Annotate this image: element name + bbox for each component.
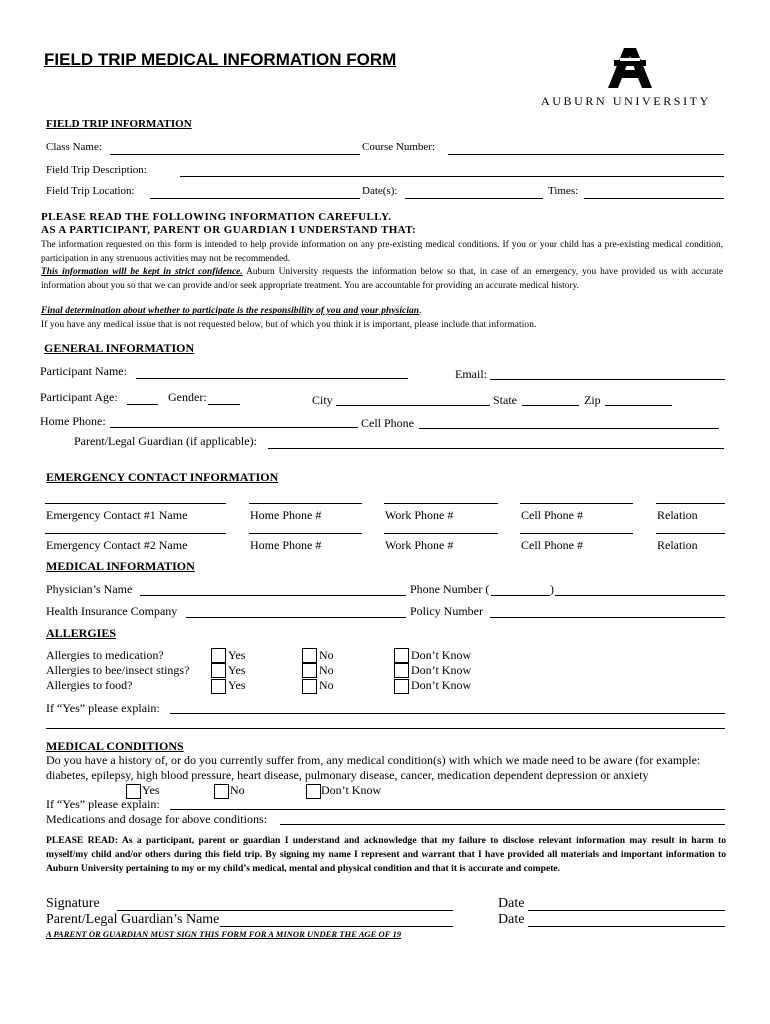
page-title: FIELD TRIP MEDICAL INFORMATION FORM (44, 50, 397, 69)
field-trip-heading: FIELD TRIP INFORMATION (46, 118, 192, 130)
allergy-medication-label: Allergies to medication? (46, 648, 164, 662)
notice-paragraph-3 (41, 306, 422, 316)
emergency-contact-2-label: Emergency Contact #2 Name (46, 538, 188, 552)
allergy-food-dont-know-checkbox[interactable] (394, 679, 409, 694)
allergy-medication-yes-label: Yes (228, 648, 246, 662)
allergy-explain-field-2[interactable] (46, 728, 725, 729)
age-field[interactable] (127, 404, 158, 405)
home-phone-field[interactable] (110, 427, 358, 428)
emergency-contact-1-label: Emergency Contact #1 Name (46, 508, 188, 522)
allergy-explain-field[interactable] (170, 713, 725, 714)
emergency-contact-1-relation-label: Relation (657, 508, 698, 522)
emergency-contact-2-work-label: Work Phone # (385, 538, 454, 552)
allergy-medication-no-checkbox[interactable] (302, 648, 317, 663)
times-field[interactable] (584, 198, 724, 199)
emergency-contact-1-home-field[interactable] (249, 503, 362, 504)
allergy-food-label: Allergies to food? (46, 678, 133, 692)
email-label: Email: (455, 367, 487, 381)
notice-paragraph-4: If you have any medical issue that is not requested below, but of which you think it is important, please include that information. (41, 320, 537, 330)
zip-label: Zip (584, 393, 601, 407)
allergy-insect-no-label: No (319, 663, 334, 677)
allergy-insect-dont-know-checkbox[interactable] (394, 663, 409, 678)
location-field[interactable] (150, 198, 360, 199)
medications-field[interactable] (280, 824, 725, 825)
condition-dont-know-label: Don’t Know (321, 783, 382, 797)
home-phone-label: Home Phone: (40, 414, 106, 428)
emergency-contact-2-relation-label: Relation (657, 538, 698, 552)
class-name-label: Class Name: (46, 141, 102, 153)
emergency-contact-2-home-label: Home Phone # (250, 538, 322, 552)
condition-explain-field[interactable] (170, 809, 725, 810)
cell-phone-field[interactable] (419, 428, 719, 429)
condition-no-label: No (230, 783, 245, 797)
final-determination-note: Final determination about whether to participate is the responsibility of you and your physician (41, 306, 420, 316)
allergy-food-no-checkbox[interactable] (302, 679, 317, 694)
emergency-contact-2-cell-label: Cell Phone # (521, 538, 583, 552)
location-label: Field Trip Location: (46, 185, 135, 197)
allergy-insect-no-checkbox[interactable] (302, 663, 317, 678)
insurance-label: Health Insurance Company (46, 604, 178, 618)
au-logo-icon (600, 44, 660, 92)
general-heading: GENERAL INFORMATION (44, 341, 195, 355)
allergy-food-no-label: No (319, 678, 334, 692)
signature-label: Signature (46, 896, 100, 911)
emergency-heading: EMERGENCY CONTACT INFORMATION (46, 470, 279, 484)
insurance-field[interactable] (186, 617, 406, 618)
physician-label: Physician’s Name (46, 582, 133, 596)
notice-paragraph-3-end: . (419, 306, 422, 316)
notice-line1: PLEASE READ THE FOLLOWING INFORMATION CAREFULLY. (41, 211, 392, 223)
phone-number-label: Phone Number ( (410, 582, 490, 596)
guardian-field[interactable] (268, 448, 724, 449)
guardian-name-field[interactable] (220, 926, 453, 927)
email-field[interactable] (490, 379, 725, 380)
emergency-contact-1-cell-label: Cell Phone # (521, 508, 583, 522)
participant-name-field[interactable] (136, 378, 408, 379)
signature-date-label: Date (498, 896, 525, 911)
emergency-contact-2-work-field[interactable] (384, 533, 498, 534)
notice-line2: AS A PARTICIPANT, PARENT OR GUARDIAN I UNDERSTAND THAT: (41, 224, 417, 236)
notice-paragraph-2-rest: Auburn University requests the information below so that, in case of an emergency, you have provided us with accurate information about you so that we can provide and/or seek appropriate treatment. You are accountable for providing an accurate medical history. (41, 267, 723, 291)
guardian-name-label: Parent/Legal Guardian’s Name (46, 912, 220, 927)
condition-yes-label: Yes (142, 783, 160, 797)
allergy-medication-dont-know-label: Don’t Know (411, 648, 472, 662)
notice-paragraph-1: The information requested on this form is intended to help provide information on any pre-existing medical conditions. If you or your child has a pre-existing medical condition, participation in any strenuous activities may not be recommended. (41, 240, 723, 264)
emergency-contact-1-cell-field[interactable] (520, 503, 633, 504)
phone-close-paren: ) (550, 582, 554, 596)
course-number-label: Course Number: (362, 141, 436, 153)
auburn-logo (600, 44, 660, 92)
times-label: Times: (548, 185, 579, 197)
allergy-insect-yes-checkbox[interactable] (211, 663, 226, 678)
acknowledgement-text: PLEASE READ: As a participant, parent or guardian I understand and acknowledge that my failure to disclose relevant information may result in harm to myself/my child and/or others during this field trip. By signing my name I represent and warrant that I have provided all materials and important information to Auburn University pertaining to my or my child’s medical, mental and physical condition and that it is accurate and compete. (46, 835, 726, 874)
condition-dont-know-checkbox[interactable] (306, 784, 321, 799)
emergency-contact-1-name-field[interactable] (45, 503, 226, 504)
guardian-date-field[interactable] (528, 926, 725, 927)
state-label: State (493, 393, 517, 407)
age-label: Participant Age: (40, 390, 118, 404)
logo-text: AUBURN UNIVERSITY (541, 94, 711, 108)
allergy-food-dont-know-label: Don’t Know (411, 678, 472, 692)
emergency-contact-2-home-field[interactable] (249, 533, 362, 534)
policy-label: Policy Number (410, 604, 483, 618)
allergy-insect-yes-label: Yes (228, 663, 246, 677)
allergy-medication-dont-know-checkbox[interactable] (394, 648, 409, 663)
gender-label: Gender: (168, 390, 207, 404)
gender-field[interactable] (208, 404, 240, 405)
notice-paragraph-2 (41, 265, 723, 293)
emergency-contact-2-cell-field[interactable] (520, 533, 633, 534)
signature-date-field[interactable] (528, 910, 725, 911)
allergy-medication-yes-checkbox[interactable] (211, 648, 226, 663)
allergy-medication-no-label: No (319, 648, 334, 662)
description-label: Field Trip Description: (46, 164, 147, 176)
allergy-insect-dont-know-label: Don’t Know (411, 663, 472, 677)
physician-field[interactable] (140, 595, 406, 596)
cell-phone-label: Cell Phone (361, 416, 414, 430)
dates-field[interactable] (405, 198, 543, 199)
allergy-food-yes-checkbox[interactable] (211, 679, 226, 694)
course-number-field[interactable] (448, 154, 724, 155)
confidence-note: This information will be kept in strict confidence. (41, 267, 243, 277)
guardian-date-label: Date (498, 912, 525, 927)
policy-field[interactable] (490, 617, 725, 618)
city-field[interactable] (336, 405, 490, 406)
description-field[interactable] (180, 176, 724, 177)
medications-label: Medications and dosage for above conditions: (46, 812, 267, 826)
emergency-contact-1-work-label: Work Phone # (385, 508, 454, 522)
allergy-explain-label: If “Yes” please explain: (46, 701, 160, 715)
minor-signature-note: A PARENT OR GUARDIAN MUST SIGN THIS FORM FOR A MINOR UNDER THE AGE OF 19 (46, 929, 402, 939)
state-field[interactable] (522, 405, 579, 406)
area-code-field[interactable] (491, 595, 550, 596)
class-name-field[interactable] (110, 154, 360, 155)
allergy-insect-label: Allergies to bee/insect stings? (46, 663, 190, 677)
conditions-line1: Do you have a history of, or do you currently suffer from, any medical condition(s) with which we made need to be aware (for example: (46, 753, 701, 767)
condition-no-checkbox[interactable] (214, 784, 229, 799)
medical-heading: MEDICAL INFORMATION (46, 559, 195, 573)
city-label: City (312, 393, 333, 407)
allergies-heading: ALLERGIES (46, 626, 117, 640)
guardian-label: Parent/Legal Guardian (if applicable): (74, 434, 257, 448)
dates-label: Date(s): (362, 185, 398, 197)
signature-field[interactable] (117, 910, 453, 911)
emergency-contact-1-work-field[interactable] (384, 503, 498, 504)
emergency-contact-1-home-label: Home Phone # (250, 508, 322, 522)
emergency-contact-2-name-field[interactable] (45, 533, 226, 534)
emergency-contact-1-relation-field[interactable] (656, 503, 725, 504)
condition-explain-label: If “Yes” please explain: (46, 797, 160, 811)
conditions-line2: diabetes, epilepsy, high blood pressure, heart disease, pulmonary disease, cancer, medication dependent depression or anxiety (46, 768, 649, 782)
emergency-contact-2-relation-field[interactable] (656, 533, 725, 534)
allergy-food-yes-label: Yes (228, 678, 246, 692)
conditions-heading: MEDICAL CONDITIONS (46, 739, 184, 753)
participant-name-label: Participant Name: (40, 364, 127, 378)
phone-number-field[interactable] (555, 595, 725, 596)
zip-field[interactable] (605, 405, 672, 406)
